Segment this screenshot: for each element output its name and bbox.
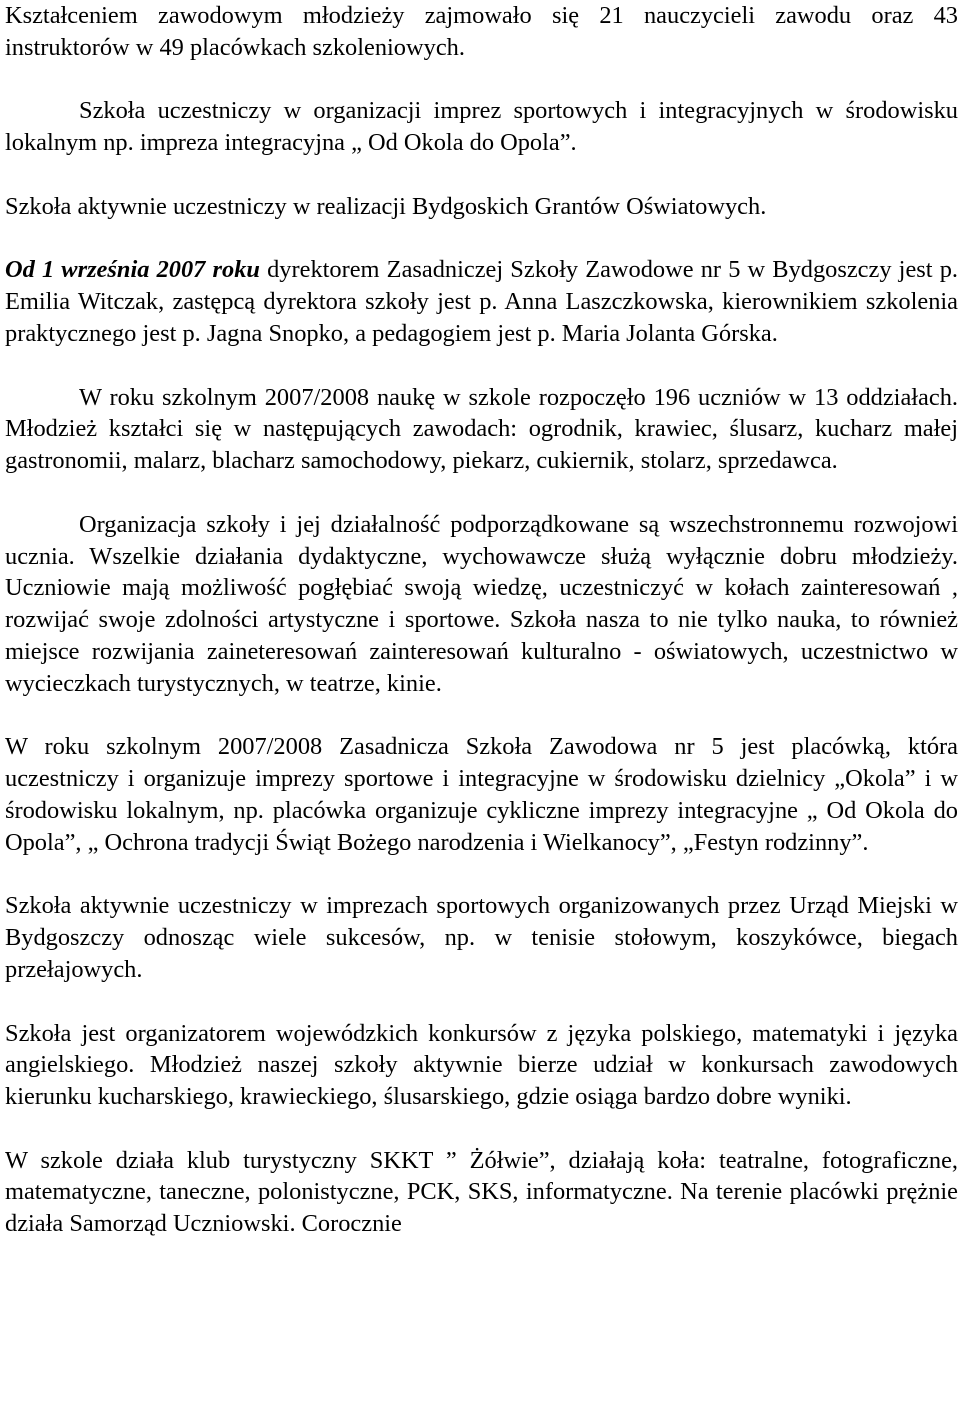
paragraph-clubs: W szkole działa klub turystyczny SKKT ” Żółwie”, działają koła: teatralne, fotograficzne, matematyczne, taneczne, polonistyczne, PCK, SKS, informatyczne. Na terenie placówki prężnie działa Samorząd Uczniowski. Corocznie xyxy=(5,1146,958,1238)
paragraph-management xyxy=(5,254,958,349)
paragraph-sports: Szkoła aktywnie uczestniczy w imprezach sportowych organizowanych przez Urząd Miejski w Bydgoszczy odnosząc wiele sukcesów, np. w tenisie stołowym, koszykówce, biegach przełajowych. xyxy=(5,892,958,983)
paragraph-grants: Szkoła aktywnie uczestniczy w realizacji Bydgoskich Grantów Oświatowych. xyxy=(5,192,767,220)
document-body xyxy=(5,0,958,1240)
paragraph-competitions: Szkoła jest organizatorem wojewódzkich konkursów z języka polskiego, matematyki i języka angielskiego. Młodzież naszej szkoły aktywnie bierze udział w konkursach zawodowych kierunku kucharskiego, krawieckiego, ślusarskiego, gdzie osiąga bardzo dobre wyniki. xyxy=(5,1019,958,1111)
paragraph-enrolment: W roku szkolnym 2007/2008 naukę w szkole rozpoczęło 196 uczniów w 13 oddziałach. Młodzież kształci się w następujących zawodach: ogrodnik, krawiec, ślusarz, kucharz małej gastronomii, malarz, blacharz samochodowy, piekarz, cukiernik, stolarz, sprzedawca. xyxy=(5,383,958,475)
paragraph-local-events: Szkoła uczestniczy w organizacji imprez sportowych i integracyjnych w środowisku lokalnym np. impreza integracyjna „ Od Okola do Opola”. xyxy=(5,97,958,157)
management-text: dyrektorem Zasadniczej Szkoły Zawodowe nr 5 w Bydgoszczy jest p. Emilia Witczak, zastępcą dyrektora szkoły jest p. Anna Laszczkowska, kierownikiem szkolenia praktycznego jest p. Jagna Snopko, a pedagogiem jest p. Maria Jolanta Górska. xyxy=(5,256,958,347)
paragraph-organization: Organizacja szkoły i jej działalność podporządkowane są wszechstronnemu rozwojowi ucznia. Wszelkie działania dydaktyczne, wychowawcze służą wyłącznie dobru młodzieży. Uczniowie mają możliwość pogłębiać swoją wiedzę, uczestniczyć w kołach zainteresowań , rozwijać swoje zdolności artystyczne i sportowe. Szkoła nasza to nie tylko nauka, to również miejsce rozwijania zaineteresowań zainteresowań kulturalno - oświatowych, uczestnictwo w wycieczkach turystycznych, w teatrze, kinie. xyxy=(5,510,958,697)
paragraph-vocational-staff: Kształceniem zawodowym młodzieży zajmowało się 21 nauczycieli zawodu oraz 43 instruktorów w 49 placówkach szkoleniowych. xyxy=(5,2,958,61)
management-date-emphasis: Od 1 września 2007 roku xyxy=(5,256,260,284)
paragraph-school-year-events: W roku szkolnym 2007/2008 Zasadnicza Szkoła Zawodowa nr 5 jest placówką, która uczestniczy i organizuje imprezy sportowe i integracyjne w środowisku dzielnicy „Okola” i w środowisku lokalnym, np. placówka organizuje cykliczne imprezy integracyjne „ Od Okola do Opola”, „ Ochrona tradycji Świąt Bożego narodzenia i Wielkanocy”, „Festyn rodzinny”. xyxy=(5,733,958,856)
